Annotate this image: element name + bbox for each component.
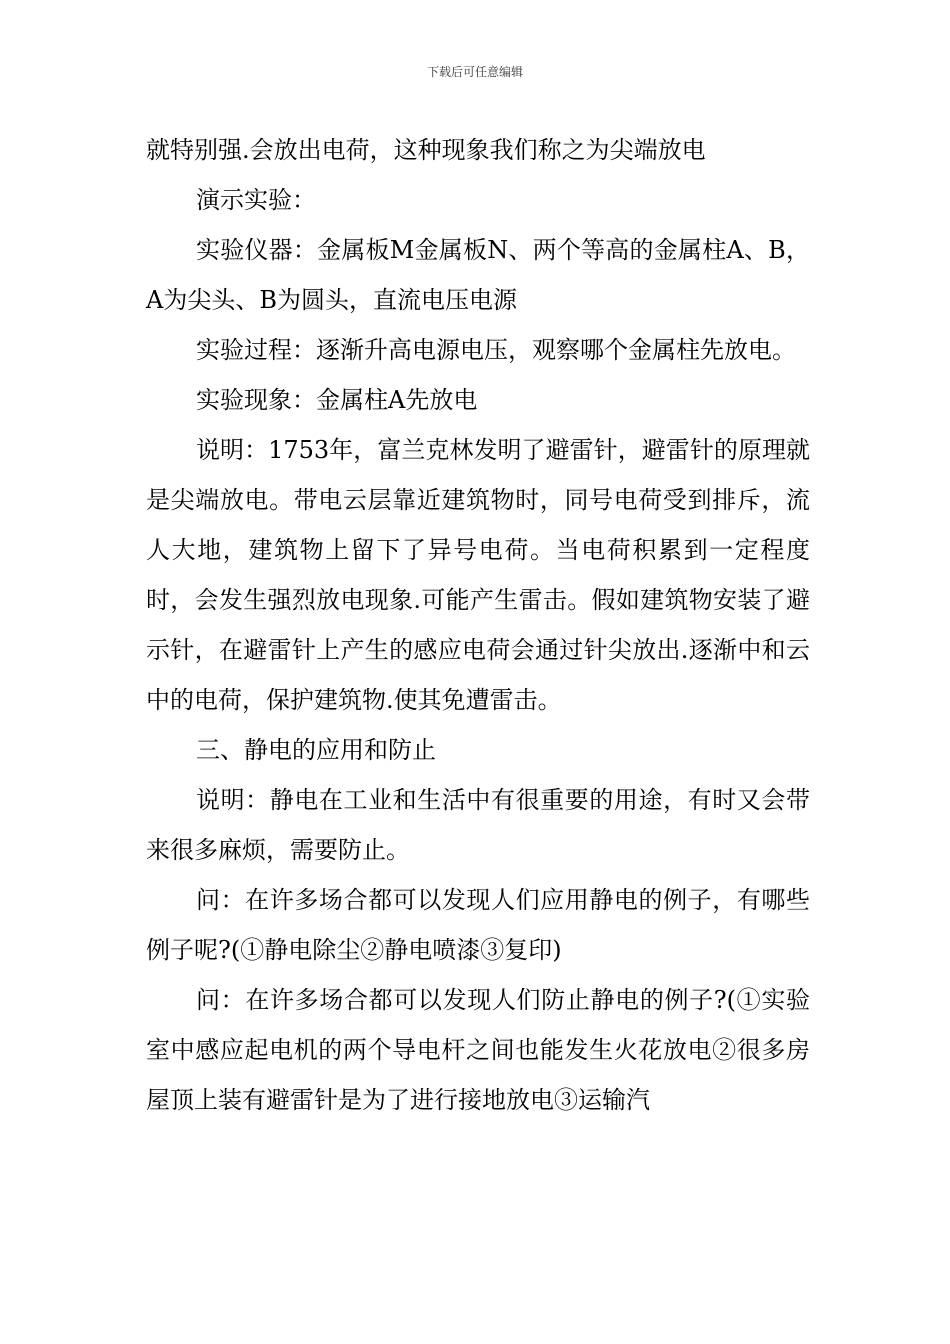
page-header: 下载后可任意编辑 [426,65,523,79]
paragraph: 问：在许多场合都可以发现人们应用静电的例子，有哪些例子呢?(①静电除尘②静电喷漆③复印) [146,886,810,964]
paragraph: 实验过程：逐渐升高电源电压，观察哪个金属柱先放电。 [196,336,796,364]
document-body [146,125,810,1125]
paragraph: 实验仪器：金属板M金属板N、两个等高的金属柱A、B，A为尖头、B为圆头，直流电压电源 [146,236,810,314]
paragraph: 实验现象：金属柱A先放电 [196,386,478,414]
paragraph: 问：在许多场合都可以发现人们防止静电的例子?(①实验室中感应起电机的两个导电杆之间也能发生火花放电②很多房屋顶上装有避雷针是为了进行接地放电③运输汽 [146,986,810,1114]
paragraph: 说明：1753年，富兰克林发明了避雷针，避雷针的原理就是尖端放电。带电云层靠近建筑物时，同号电荷受到排斥，流人大地，建筑物上留下了异号电荷。当电荷积累到一定程度时，会发生强烈放电现象.可能产生雷击。假如建筑物安装了避示针，在避雷针上产生的感应电荷会通过针尖放出.逐渐中和云中的电荷，保护建筑物.使其免遭雷击。 [146,436,810,714]
paragraph: 说明：静电在工业和生活中有很重要的用途，有时又会带来很多麻烦，需要防止。 [146,786,810,864]
section-heading: 三、静电的应用和防止 [196,736,436,764]
paragraph: 演示实验： [196,186,316,214]
paragraph: 就特别强.会放出电荷，这种现象我们称之为尖端放电 [146,136,706,164]
